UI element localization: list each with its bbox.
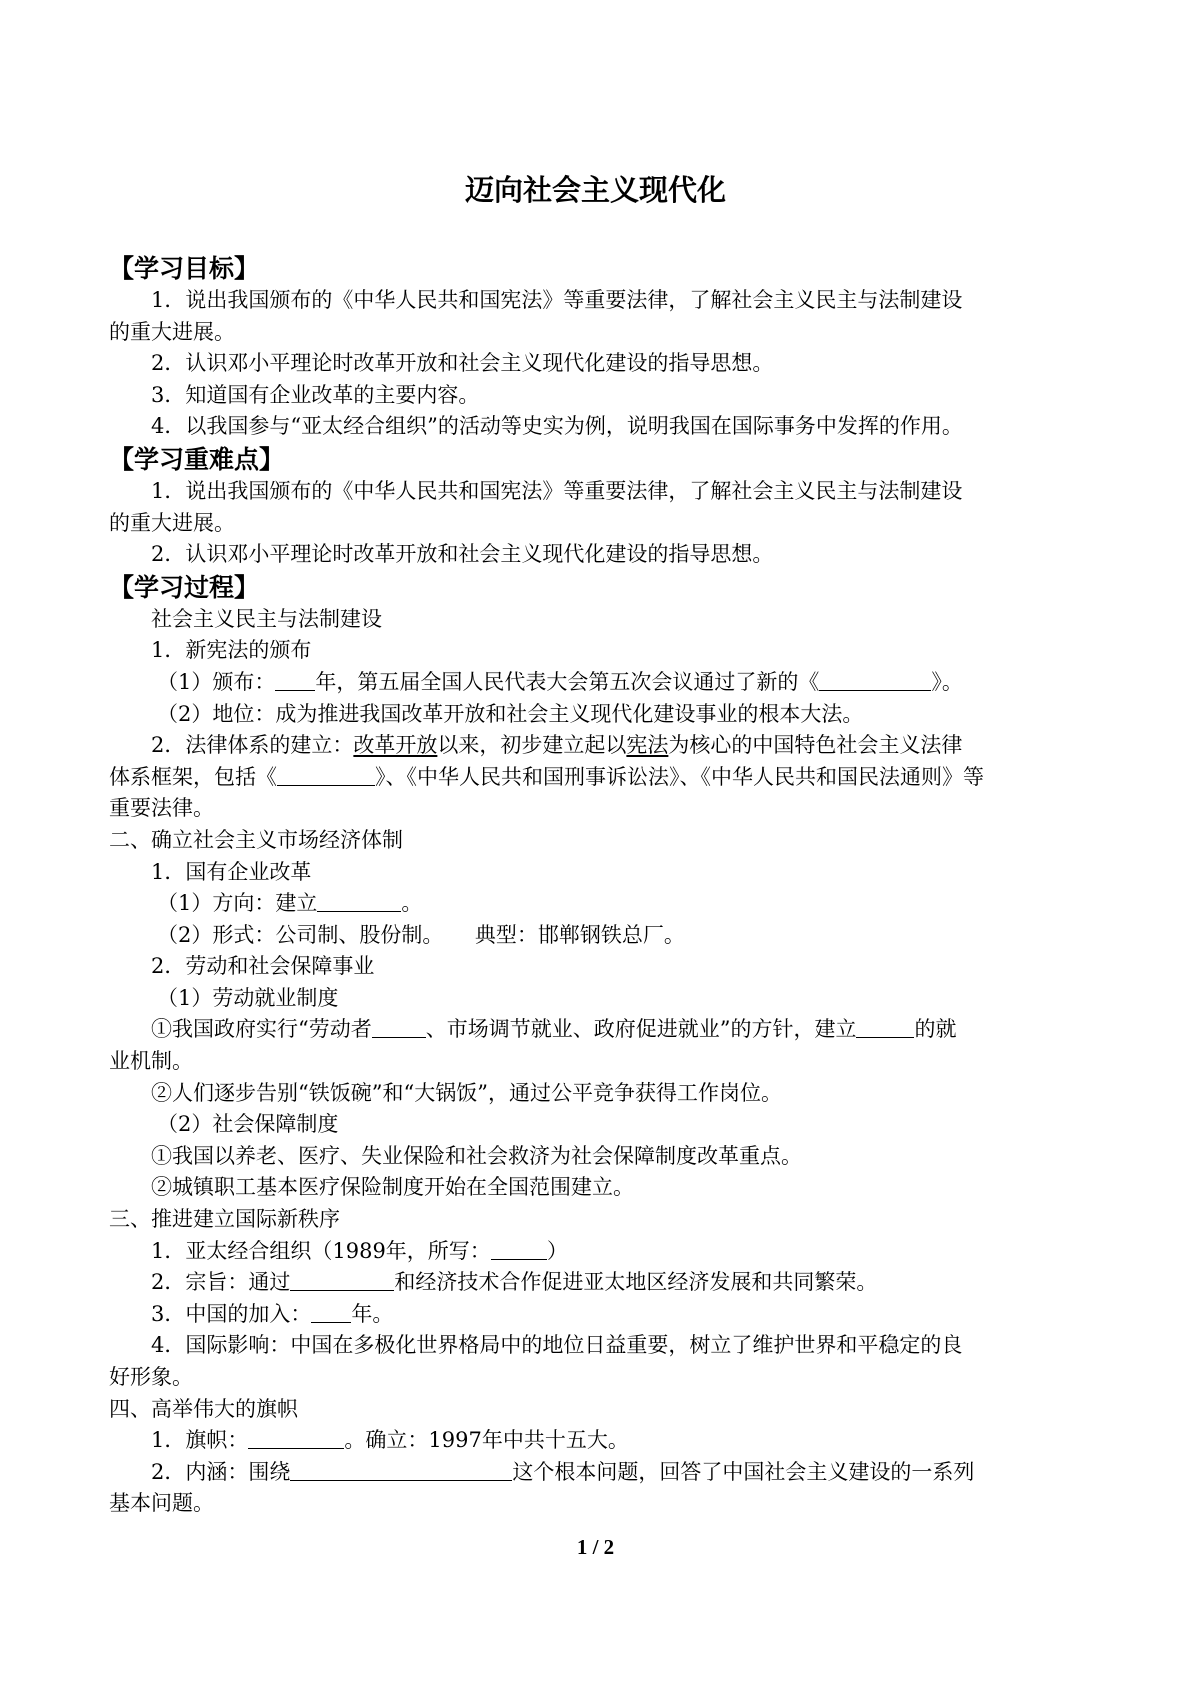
section-4-title: 四、高举伟大的旗帜 xyxy=(109,1396,298,1421)
objective-3: 3．知道国有企业改革的主要内容。 xyxy=(151,382,480,407)
item-influence-cont: 好形象。 xyxy=(109,1365,193,1389)
item-china-joins: 3．中国的加入： 年。 xyxy=(151,1301,394,1326)
process-heading: 【学习过程】 xyxy=(109,572,260,602)
fill-blank[interactable] xyxy=(277,765,375,786)
item-employment-1: ①我国政府实行“劳动者 、市场调节就业、政府促进就业”的方针，建立 的就 xyxy=(151,1017,957,1042)
item-apec: 1．亚太经合组织（1989年，所写： ） xyxy=(151,1238,568,1263)
item-form: （2）形式：公司制、股份制。 典型：邯郸钢铁总厂。 xyxy=(157,922,685,947)
objectives-heading: 【学习目标】 xyxy=(109,254,260,283)
fill-blank[interactable] xyxy=(819,670,931,691)
item-labor-social-security: 2．劳动和社会保障事业 xyxy=(151,954,375,979)
item-legal-system-cont: 体系框架，包括《 》、《中华人民共和国刑事诉讼法》、《中华人民共和国民法通则》等 xyxy=(109,764,984,789)
item-social-security-1: ①我国以养老、医疗、失业保险和社会救济为社会保障制度改革重点。 xyxy=(151,1143,802,1168)
objective-1: 1．说出我国颁布的《中华人民共和国宪法》等重要法律，了解社会主义民主与法制建设 xyxy=(151,288,963,312)
fill-blank[interactable] xyxy=(372,1017,426,1038)
objective-1-cont: 的重大进展。 xyxy=(109,319,235,344)
key-points-heading: 【学习重难点】 xyxy=(109,444,285,474)
item-employment-2: ②人们逐步告别“铁饭碗”和“大锅饭”，通过公平竞争获得工作岗位。 xyxy=(151,1080,782,1105)
item-connotation: 2．内涵：围绕 这个根本问题，回答了中国社会主义建设的一系列 xyxy=(151,1459,975,1484)
item-influence: 4．国际影响：中国在多极化世界格局中的地位日益重要，树立了维护世界和平稳定的良 xyxy=(151,1333,963,1358)
item-soe-reform: 1．国有企业改革 xyxy=(151,859,312,884)
section-2-title: 二、确立社会主义市场经济体制 xyxy=(109,827,403,852)
item-new-constitution: 1．新宪法的颁布 xyxy=(151,638,312,663)
key-point-1: 1．说出我国颁布的《中华人民共和国宪法》等重要法律，了解社会主义民主与法制建设 xyxy=(151,478,963,503)
item-banner: 1．旗帜： 。确立：1997年中共十五大。 xyxy=(151,1428,629,1453)
fill-blank[interactable] xyxy=(275,670,315,691)
item-social-security-system: （2）社会保障制度 xyxy=(157,1112,339,1137)
item-employment-system: （1）劳动就业制度 xyxy=(157,985,339,1010)
item-status: （2）地位：成为推进我国改革开放和社会主义现代化建设事业的根本大法。 xyxy=(157,701,864,726)
item-purpose: 2．宗旨：通过 和经济技术合作促进亚太地区经济发展和共同繁荣。 xyxy=(151,1270,878,1295)
item-direction: （1）方向：建立 。 xyxy=(157,891,423,916)
key-point-1-cont: 的重大进展。 xyxy=(109,510,235,535)
document-body xyxy=(109,252,1089,1520)
page-number: 1 / 2 xyxy=(576,1535,615,1559)
section-1-title: 社会主义民主与法制建设 xyxy=(151,606,382,631)
objective-4: 4．以我国参与“亚太经合组织”的活动等史实为例，说明我国在国际事务中发挥的作用。 xyxy=(151,414,963,439)
section-3-title: 三、推进建立国际新秩序 xyxy=(109,1207,340,1232)
fill-blank[interactable] xyxy=(290,1270,394,1291)
fill-blank[interactable] xyxy=(317,891,401,912)
fill-blank[interactable] xyxy=(491,1239,547,1260)
item-legal-system: 2．法律体系的建立：改革开放以来，初步建立起以宪法为核心的中国特色社会主义法律 xyxy=(151,733,963,758)
fill-blank[interactable] xyxy=(856,1017,914,1038)
item-legal-system-end: 重要法律。 xyxy=(109,796,214,821)
fill-blank[interactable] xyxy=(311,1302,351,1323)
page-title: 迈向社会主义现代化 xyxy=(464,173,726,207)
item-social-security-2: ②城镇职工基本医疗保险制度开始在全国范围建立。 xyxy=(151,1175,634,1200)
item-promulgation: （1）颁布： 年，第五届全国人民代表大会第五次会议通过了新的《 》。 xyxy=(157,669,963,694)
fill-blank[interactable] xyxy=(290,1460,512,1481)
key-point-2: 2．认识邓小平理论时改革开放和社会主义现代化建设的指导思想。 xyxy=(151,542,774,567)
objective-2: 2．认识邓小平理论时改革开放和社会主义现代化建设的指导思想。 xyxy=(151,351,774,376)
fill-blank[interactable] xyxy=(248,1428,344,1449)
item-connotation-cont: 基本问题。 xyxy=(109,1491,214,1516)
item-employment-1-cont: 业机制。 xyxy=(109,1049,193,1074)
